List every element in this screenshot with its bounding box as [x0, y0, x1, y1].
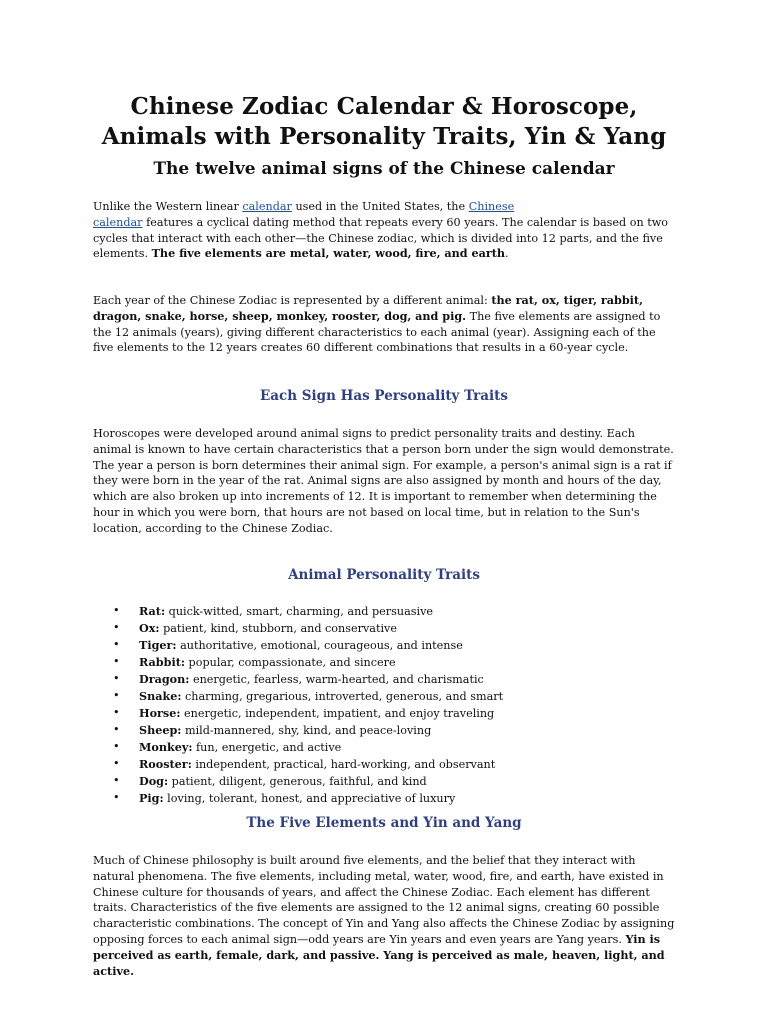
heading-five-elements: The Five Elements and Yin and Yang: [246, 815, 522, 831]
bullet-icon: •: [113, 655, 120, 668]
animals-text-2: The five elements are assigned to the 12 animals (years), giving different characteristics to each animal (year). Assigning each of the five elements to the 12 years creates 60 different combinations that results in a 60-year cycle.: [93, 309, 661, 355]
trait-animal: Rat:: [139, 604, 166, 618]
trait-animal: Snake:: [139, 689, 182, 703]
animals-bold-list: the rat, ox, tiger, rabbit, dragon, snake, horse, sheep, monkey, rooster, dog, and pig.: [93, 293, 643, 323]
trait-description: independent, practical, hard-working, and observant: [191, 758, 496, 771]
trait-description: mild-mannered, shy, kind, and peace-loving: [181, 724, 432, 737]
trait-description: charming, gregarious, introverted, generous, and smart: [181, 690, 504, 703]
trait-item: [93, 756, 693, 773]
document-subtitle: The twelve animal signs of the Chinese calendar: [153, 159, 615, 179]
trait-item: [93, 790, 693, 807]
bullet-icon: •: [113, 740, 120, 753]
trait-description: loving, tolerant, honest, and appreciative of luxury: [163, 792, 456, 805]
trait-item: [93, 671, 693, 688]
trait-description: fun, energetic, and active: [192, 741, 342, 754]
heading-animal-traits: Animal Personality Traits: [288, 567, 480, 583]
intro-text-2: used in the United States, the: [291, 200, 469, 213]
trait-animal: Dragon:: [139, 672, 190, 686]
trait-description: patient, diligent, generous, faithful, and kind: [168, 775, 427, 788]
trait-item: [93, 773, 693, 790]
trait-description: energetic, fearless, warm-hearted, and charismatic: [189, 673, 484, 686]
bullet-icon: •: [113, 757, 120, 770]
intro-paragraph: [93, 199, 675, 262]
trait-item: [93, 637, 693, 654]
title-line-1: Chinese Zodiac Calendar & Horoscope,: [130, 93, 638, 120]
trait-description: patient, kind, stubborn, and conservative: [159, 622, 397, 635]
intro-bold-elements: The five elements are metal, water, wood, fire, and earth: [151, 246, 506, 261]
calendar-link[interactable]: calendar: [242, 200, 292, 213]
bullet-icon: •: [113, 604, 120, 617]
trait-animal: Pig:: [139, 791, 164, 805]
elements-bold-yin-yang: Yin is perceived as earth, female, dark, and passive. Yang is perceived as male, heaven, light, and active.: [93, 931, 665, 978]
horoscope-paragraph: Horoscopes were developed around animal signs to predict personality traits and destiny. Each animal is known to have certain characteristics that a person born under the sign would demonstrate. The year a person is born determines their animal sign. For example, a person's animal sign is a rat if they were born in the year of the rat. Animal signs are also assigned by month and hours of the day, which are also broken up into increments of 12. It is important to remember when determining the hour in which you were born, that hours are not based on local time, but in relation to the Sun's location, according to the Chinese Zodiac.: [93, 427, 674, 535]
bullet-icon: •: [113, 689, 120, 702]
chinese-calendar-link-part-2[interactable]: calendar: [93, 215, 143, 229]
trait-animal: Monkey:: [139, 740, 193, 754]
bullet-icon: •: [113, 723, 120, 736]
trait-animal: Rooster:: [139, 757, 192, 771]
document-title: [40, 92, 728, 152]
bullet-icon: •: [113, 791, 120, 804]
trait-item: [93, 739, 693, 756]
trait-animal: Horse:: [139, 706, 181, 720]
trait-animal: Sheep:: [139, 723, 182, 737]
heading-personality-traits: Each Sign Has Personality Traits: [260, 388, 508, 404]
animals-text-1: Each year of the Chinese Zodiac is represented by a different animal:: [93, 294, 492, 307]
trait-item: [93, 620, 693, 637]
trait-description: energetic, independent, impatient, and enjoy traveling: [180, 707, 495, 720]
bullet-icon: •: [113, 672, 120, 685]
trait-description: quick-witted, smart, charming, and persuasive: [165, 605, 434, 618]
trait-item: [93, 705, 693, 722]
trait-item: [93, 688, 693, 705]
trait-description: authoritative, emotional, courageous, and intense: [176, 639, 463, 652]
trait-animal: Rabbit:: [139, 655, 185, 669]
animal-traits-list: [93, 603, 693, 807]
trait-item: [93, 603, 693, 620]
elements-paragraph: [93, 853, 675, 979]
trait-item: [93, 654, 693, 671]
intro-text-4: .: [505, 247, 509, 261]
chinese-calendar-link-part-1[interactable]: Chinese: [468, 200, 515, 213]
intro-text-3: features a cyclical dating method that repeats every 60 years. The calendar is based on two cycles that interact with each other—the Chinese zodiac, which is divided into 12 parts, and the five elements.: [93, 215, 669, 261]
animals-paragraph: [93, 293, 675, 356]
trait-description: popular, compassionate, and sincere: [185, 656, 396, 669]
bullet-icon: •: [113, 706, 120, 719]
trait-animal: Ox:: [139, 621, 160, 635]
trait-animal: Dog:: [139, 774, 169, 788]
trait-item: [93, 722, 693, 739]
elements-text: Much of Chinese philosophy is built around five elements, and the belief that they interact with natural phenomena. The five elements, including metal, water, wood, fire, and earth, have existed in Chinese culture for thousands of years, and affect the Chinese Zodiac. Each element has different traits. Characteristics of the five elements are assigned to the 12 animal signs, creating 60 possible characteristic combinations. The concept of Yin and Yang also affects the Chinese Zodiac by assigning opposing forces to each animal sign—odd years are Yin years and even years are Yang years.: [93, 854, 675, 946]
intro-text-1: Unlike the Western linear: [93, 200, 243, 213]
bullet-icon: •: [113, 621, 120, 634]
trait-animal: Tiger:: [139, 638, 177, 652]
bullet-icon: •: [113, 774, 120, 787]
bullet-icon: •: [113, 638, 120, 651]
title-line-2: Animals with Personality Traits, Yin & Yang: [101, 123, 667, 150]
